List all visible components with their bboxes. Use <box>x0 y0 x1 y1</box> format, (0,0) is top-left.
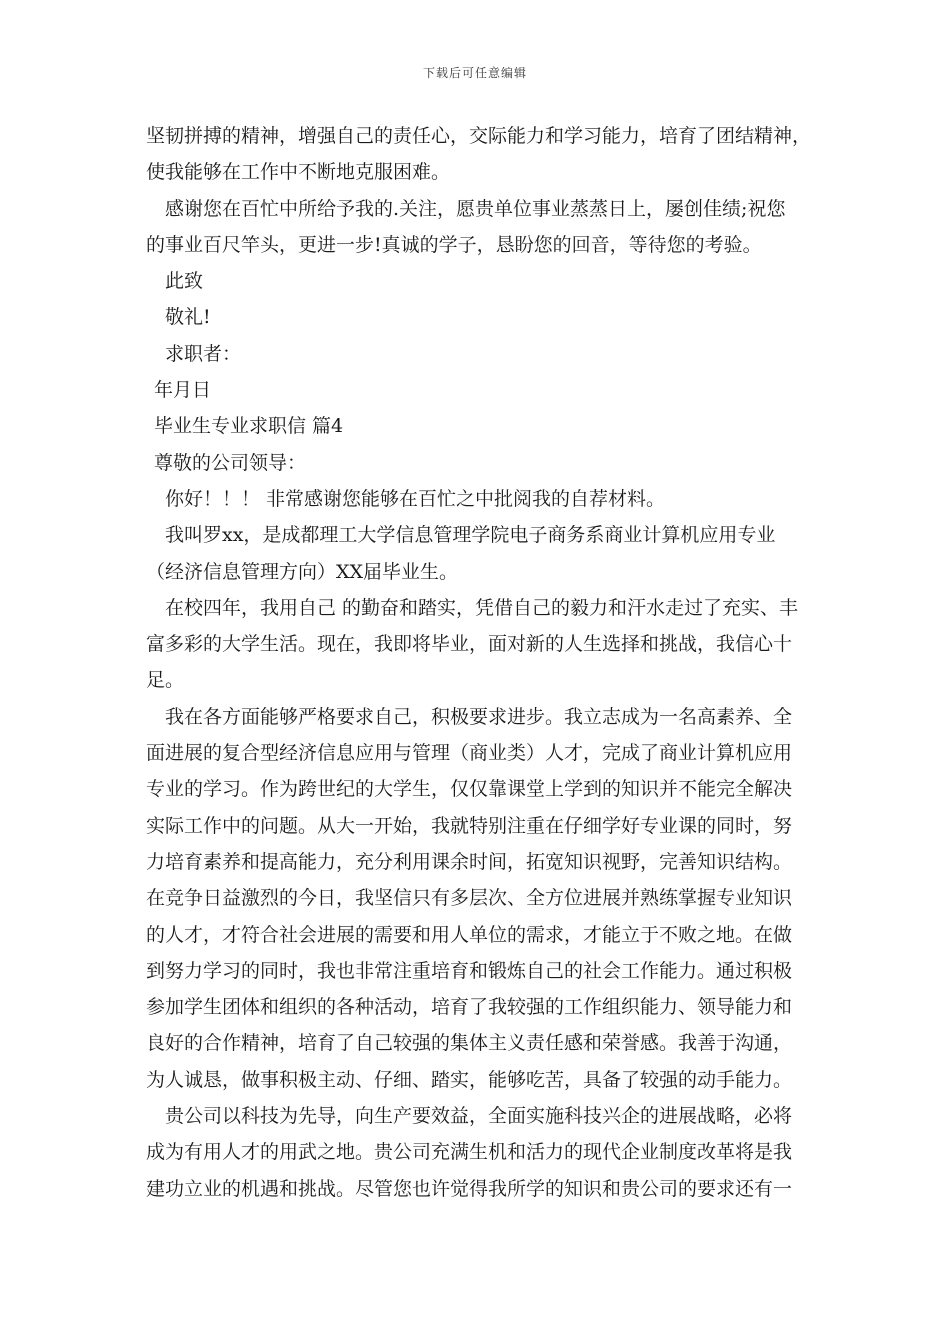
salutation: 尊敬的公司领导： <box>154 451 307 474</box>
document-body <box>146 118 826 1207</box>
section-title: 毕业生专业求职信 篇4 <box>154 415 344 438</box>
text-line: 参加学生团体和组织的各种活动，培育了我较强的工作组织能力、领导能力和 <box>146 996 793 1019</box>
text-line: 足。 <box>146 669 185 692</box>
text-line: 感谢您在百忙中所给予我的.关注，愿贵单位事业蒸蒸日上，屡创佳绩;祝您 <box>165 197 786 220</box>
text-line: 面进展的复合型经济信息应用与管理（商业类）人才，完成了商业计算机应用 <box>146 742 793 765</box>
signature-line: 求职者： <box>165 342 242 365</box>
text-line: 的人才，才符合社会进展的需要和用人单位的需求，才能立于不败之地。在做 <box>146 923 793 946</box>
text-line: 我在各方面能够严格要求自己，积极要求进步。我立志成为一名高素养、全 <box>165 705 793 728</box>
text-line: 在竞争日益激烈的今日，我坚信只有多层次、全方位进展并熟练掌握专业知识 <box>146 887 793 910</box>
text-line: 建功立业的机遇和挑战。尽管您也许觉得我所学的知识和贵公司的要求还有一 <box>146 1177 793 1200</box>
date-line: 年月日 <box>154 379 212 402</box>
text-line: （经济信息管理方向）XX届毕业生。 <box>146 560 459 583</box>
text-line: 富多彩的大学生活。现在，我即将毕业，面对新的人生选择和挑战，我信心十 <box>146 633 793 656</box>
page-header-note: 下载后可任意编辑 <box>422 66 527 80</box>
text-line: 贵公司以科技为先导，向生产要效益，全面实施科技兴企的进展战略，必将 <box>165 1105 793 1128</box>
text-line: 专业的学习。作为跨世纪的大学生，仅仅靠课堂上学到的知识并不能完全解决 <box>146 778 793 801</box>
text-line: 坚韧拼搏的精神，增强自己的责任心，交际能力和学习能力，培育了团结精神， <box>146 125 812 147</box>
closing-line: 此致 <box>165 270 204 293</box>
text-line: 为人诚恳，做事积极主动、仔细、踏实，能够吃苦，具备了较强的动手能力。 <box>146 1068 793 1091</box>
text-line: 成为有用人才的用武之地。贵公司充满生机和活力的现代企业制度改革将是我 <box>146 1141 793 1164</box>
text-line: 我叫罗xx，是成都理工大学信息管理学院电子商务系商业计算机应用专业 <box>165 524 776 547</box>
text-line: 的事业百尺竿头，更进一步!真诚的学子，恳盼您的回音，等待您的考验。 <box>146 233 762 256</box>
text-line: 你好！！！ 非常感谢您能够在百忙之中批阅我的自荐材料。 <box>165 487 666 510</box>
text-line: 实际工作中的问题。从大一开始，我就特别注重在仔细学好专业课的同时，努 <box>146 814 793 837</box>
text-line: 良好的合作精神，培育了自己较强的集体主义责任感和荣誉感。我善于沟通， <box>146 1032 793 1055</box>
text-line: 到努力学习的同时，我也非常注重培育和锻炼自己的社会工作能力。通过积极 <box>146 959 793 982</box>
text-line: 使我能够在工作中不断地克服困难。 <box>146 161 451 184</box>
closing-line: 敬礼! <box>165 306 211 329</box>
text-line: 力培育素养和提高能力，充分利用课余时间，拓宽知识视野，完善知识结构。 <box>146 850 793 873</box>
text-line: 在校四年，我用自己 的勤奋和踏实，凭借自己的毅力和汗水走过了充实、丰 <box>165 596 799 619</box>
